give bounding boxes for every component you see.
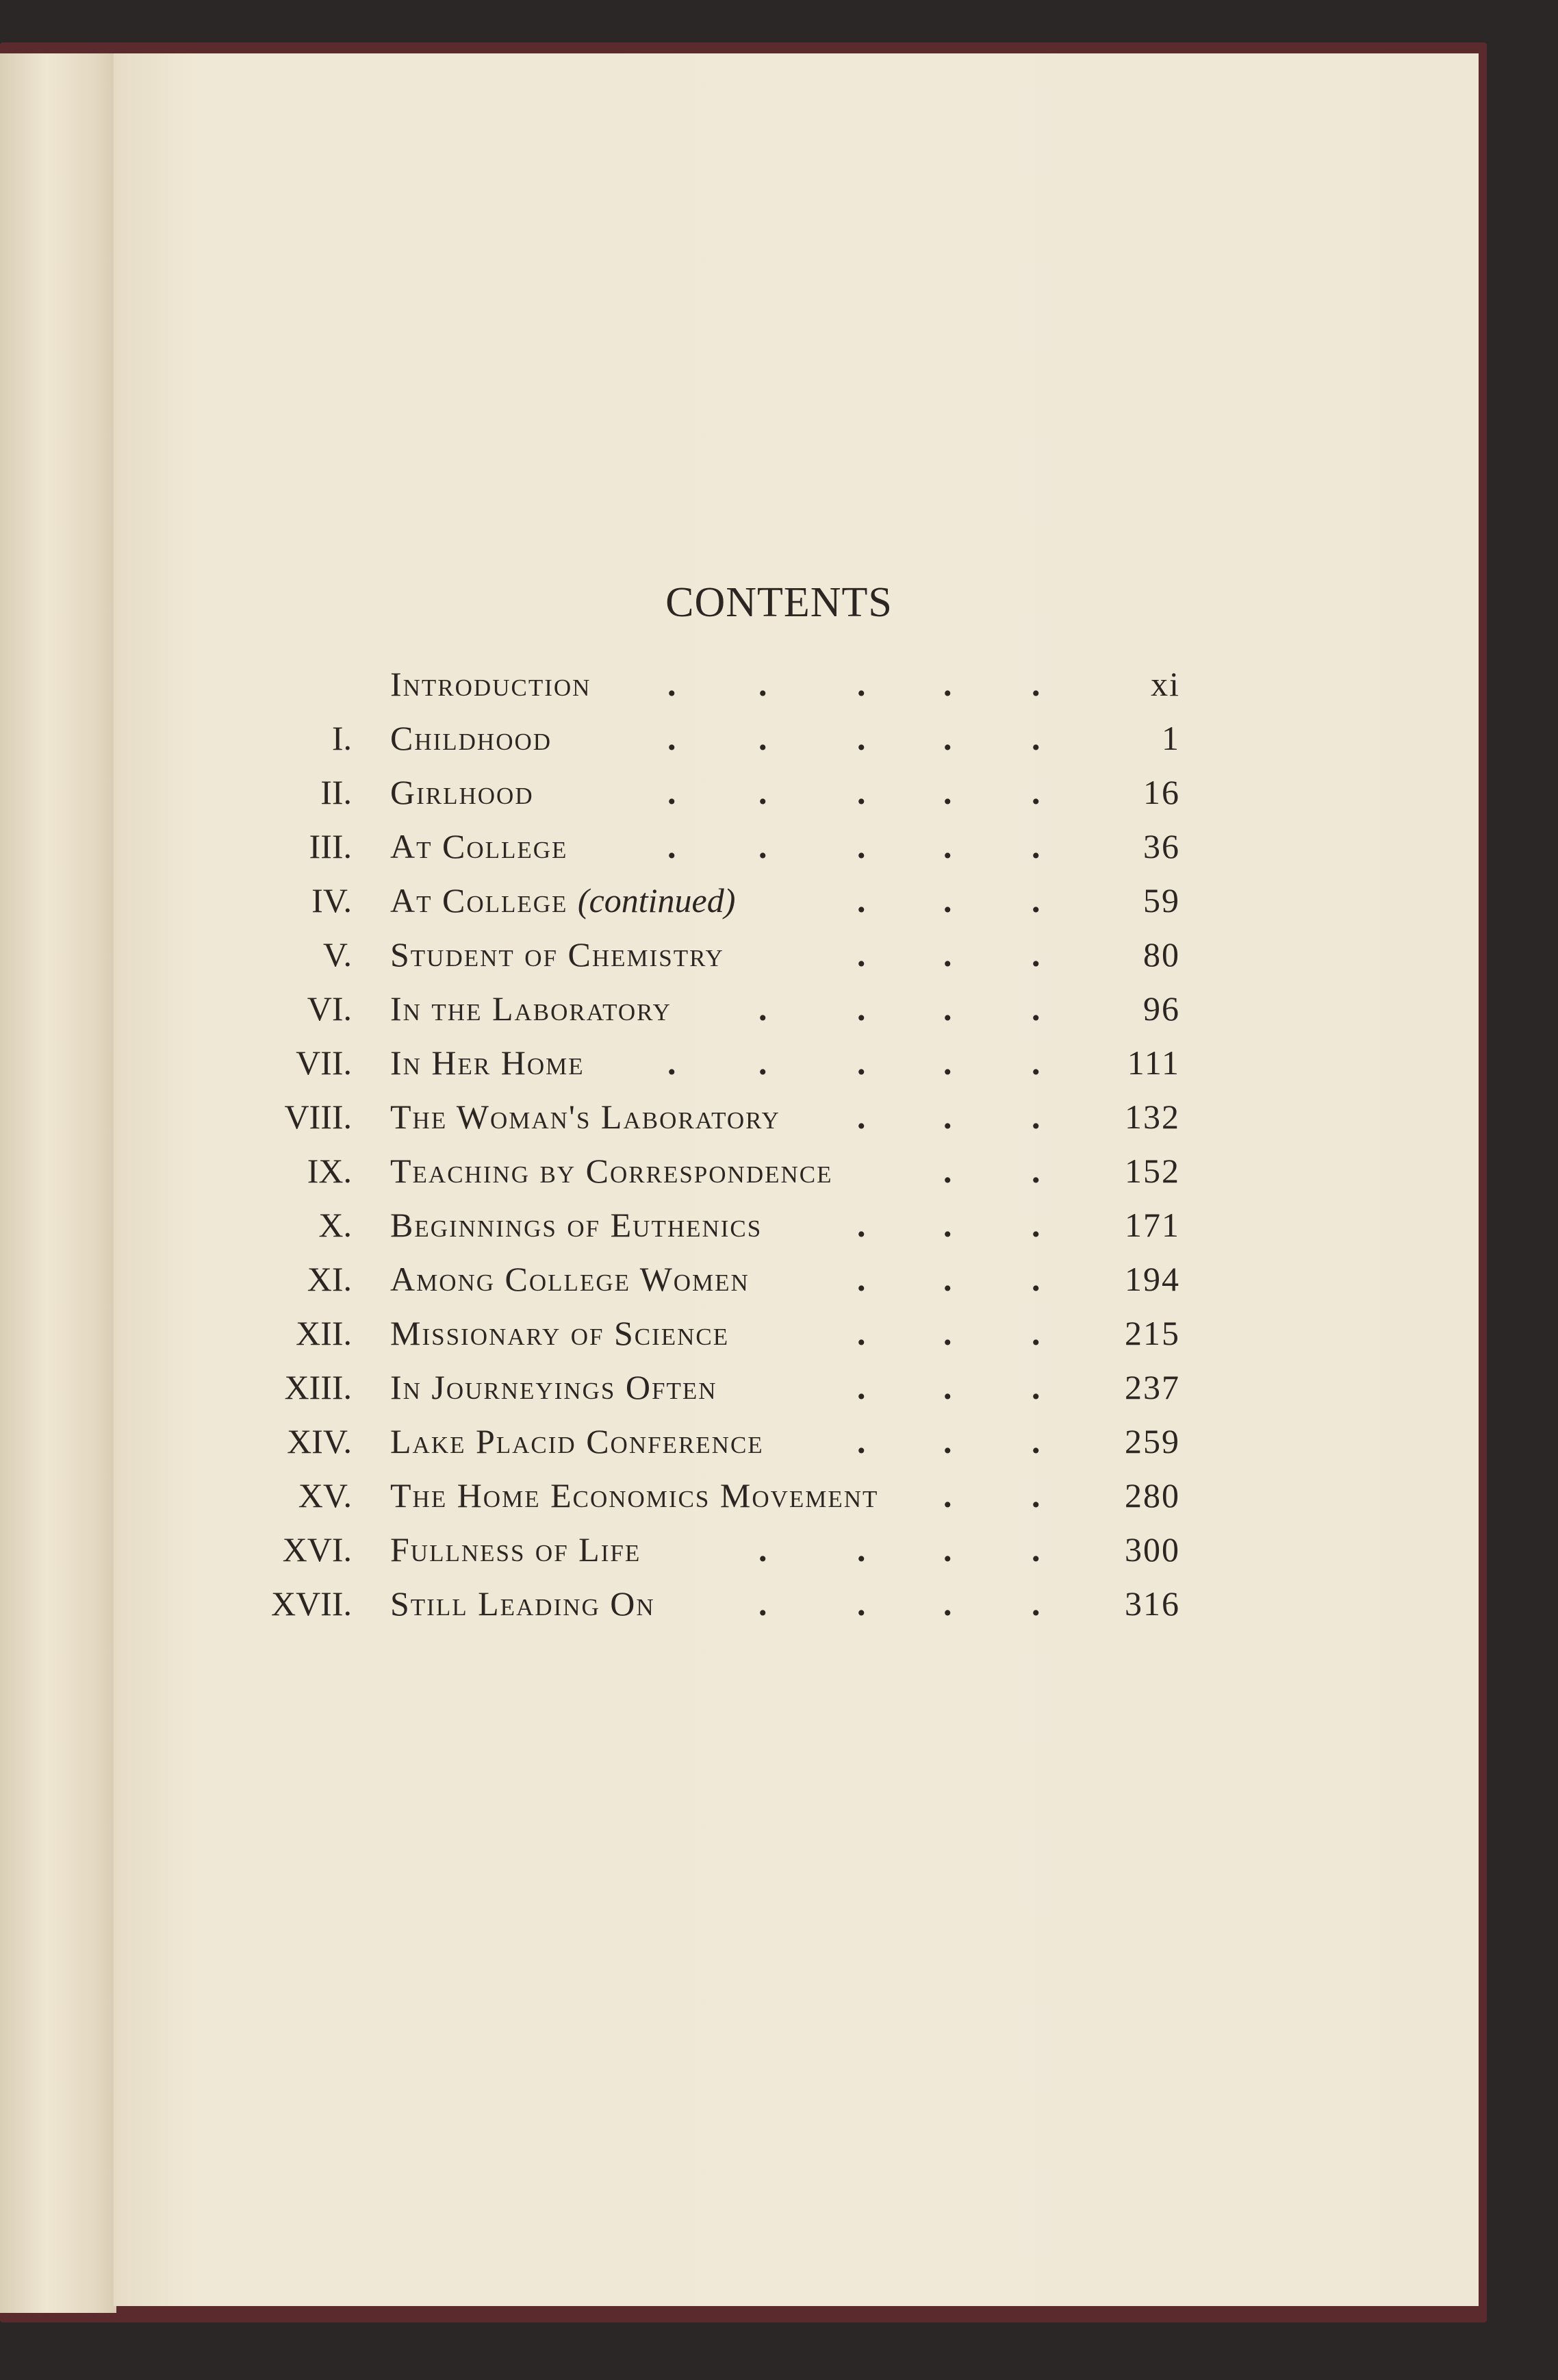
dot-leader: . — [857, 827, 866, 865]
dot-leader: . — [667, 665, 676, 703]
dot-leader: . — [1032, 1314, 1040, 1352]
chapter-title-text: Childhood — [390, 719, 552, 757]
dot-leader: . — [1032, 1422, 1040, 1460]
dot-leader: . — [857, 1314, 866, 1352]
chapter-title — [390, 1367, 717, 1407]
dot-leader: . — [857, 1530, 866, 1569]
dot-leader: . — [857, 935, 866, 974]
toc-entry — [0, 772, 1558, 826]
chapter-numeral: XIV. — [287, 1422, 352, 1460]
dot-leader: . — [943, 935, 952, 974]
page-number: 259 — [1125, 1422, 1180, 1460]
page-number: 1 — [1162, 719, 1180, 757]
dot-leader: . — [943, 989, 952, 1028]
dot-leader: . — [943, 1476, 952, 1515]
dot-leader: . — [758, 827, 767, 865]
dot-leader: . — [667, 1043, 676, 1082]
dot-leader: . — [758, 719, 767, 757]
dot-leader: . — [1032, 1368, 1040, 1406]
chapter-title-text: Still Leading On — [390, 1584, 655, 1623]
dot-leader: . — [943, 881, 952, 920]
toc-entry — [0, 1367, 1558, 1421]
chapter-title — [390, 664, 591, 704]
chapter-numeral: XI. — [307, 1260, 352, 1298]
chapter-title — [390, 989, 672, 1028]
chapter-numeral: X. — [318, 1206, 352, 1244]
dot-leader: . — [943, 1260, 952, 1298]
chapter-title-text: Girlhood — [390, 773, 534, 811]
dot-leader: . — [943, 773, 952, 811]
page-number: 80 — [1143, 935, 1180, 974]
page-number: 132 — [1125, 1098, 1180, 1136]
chapter-title-text: In Her Home — [390, 1043, 585, 1082]
chapter-numeral: XIII. — [284, 1368, 352, 1406]
chapter-numeral: II. — [320, 773, 352, 811]
dot-leader: . — [857, 1260, 866, 1298]
chapter-numeral: IX. — [307, 1152, 352, 1190]
dot-leader: . — [758, 773, 767, 811]
chapter-title-text: Teaching by Correspondence — [390, 1152, 833, 1190]
dot-leader: . — [857, 989, 866, 1028]
chapter-title-text: Fullness of Life — [390, 1530, 641, 1569]
chapter-title — [390, 1205, 762, 1245]
toc-entry — [0, 1043, 1558, 1097]
page-number: 194 — [1125, 1260, 1180, 1298]
dot-leader: . — [943, 1152, 952, 1190]
chapter-title — [390, 772, 534, 812]
dot-leader: . — [1032, 1260, 1040, 1298]
toc-entry — [0, 1530, 1558, 1584]
toc-entry — [0, 664, 1558, 718]
chapter-title-text: At College — [390, 881, 568, 920]
page-number: 215 — [1125, 1314, 1180, 1352]
chapter-title-text: Among College Women — [390, 1260, 750, 1298]
page-title: CONTENTS — [665, 579, 893, 626]
page-number: 152 — [1125, 1152, 1180, 1190]
toc-entry — [0, 1313, 1558, 1367]
chapter-title — [390, 1476, 878, 1515]
toc-entry — [0, 1151, 1558, 1205]
toc-entry — [0, 1584, 1558, 1638]
dot-leader: . — [1032, 1152, 1040, 1190]
dot-leader: . — [943, 827, 952, 865]
chapter-title — [390, 1421, 764, 1461]
chapter-numeral: VII. — [296, 1043, 352, 1082]
dot-leader: . — [943, 665, 952, 703]
chapter-title-text: Missionary of Science — [390, 1314, 730, 1352]
dot-leader: . — [857, 1098, 866, 1136]
toc-entry — [0, 989, 1558, 1043]
dot-leader: . — [857, 1043, 866, 1082]
chapter-title-text: The Woman's Laboratory — [390, 1098, 780, 1136]
chapter-title — [390, 826, 567, 866]
toc-entry — [0, 1476, 1558, 1530]
dot-leader: . — [758, 1043, 767, 1082]
dot-leader: . — [1032, 827, 1040, 865]
dot-leader: . — [943, 1314, 952, 1352]
chapter-title-text: Introduction — [390, 665, 591, 703]
chapter-title-text: At College — [390, 827, 568, 865]
dot-leader: . — [943, 1206, 952, 1244]
dot-leader: . — [1032, 1043, 1040, 1082]
dot-leader: . — [857, 773, 866, 811]
page-number: 59 — [1143, 881, 1180, 920]
chapter-title-text: Lake Placid Conference — [390, 1422, 764, 1460]
page-number: 300 — [1125, 1530, 1180, 1569]
dot-leader: . — [1032, 1530, 1040, 1569]
chapter-title — [390, 935, 724, 974]
dot-leader: . — [1032, 881, 1040, 920]
dot-leader: . — [857, 665, 866, 703]
page-number: 36 — [1143, 827, 1180, 865]
chapter-title-text: Beginnings of Euthenics — [390, 1206, 763, 1244]
dot-leader: . — [943, 1098, 952, 1136]
chapter-title-italic: (continued) — [577, 881, 736, 920]
dot-leader: . — [758, 665, 767, 703]
toc-entry — [0, 935, 1558, 989]
chapter-title — [390, 1313, 729, 1353]
chapter-numeral: XVI. — [282, 1530, 352, 1569]
page-number: 316 — [1125, 1584, 1180, 1623]
dot-leader: . — [667, 719, 676, 757]
page-number: 280 — [1125, 1476, 1180, 1515]
page-number: 237 — [1125, 1368, 1180, 1406]
dot-leader: . — [758, 1584, 767, 1623]
chapter-title — [390, 1530, 641, 1569]
page-number: 96 — [1143, 989, 1180, 1028]
dot-leader: . — [1032, 1584, 1040, 1623]
dot-leader: . — [758, 1530, 767, 1569]
chapter-numeral: V. — [322, 935, 352, 974]
chapter-title — [390, 1043, 585, 1083]
toc-entry — [0, 1259, 1558, 1313]
dot-leader: . — [943, 719, 952, 757]
page-number: 111 — [1127, 1043, 1180, 1082]
chapter-numeral: XV. — [298, 1476, 352, 1515]
toc-entry — [0, 1205, 1558, 1259]
dot-leader: . — [1032, 935, 1040, 974]
dot-leader: . — [943, 1043, 952, 1082]
chapter-title — [390, 718, 552, 758]
page-number: xi — [1151, 665, 1180, 703]
dot-leader: . — [1032, 989, 1040, 1028]
chapter-title-text: In the Laboratory — [390, 989, 672, 1028]
dot-leader: . — [667, 827, 676, 865]
dot-leader: . — [857, 881, 866, 920]
dot-leader: . — [1032, 773, 1040, 811]
chapter-title-text: The Home Economics Movement — [390, 1476, 879, 1515]
chapter-numeral: XII. — [296, 1314, 352, 1352]
dot-leader: . — [1032, 1098, 1040, 1136]
chapter-title-text: In Journeyings Often — [390, 1368, 717, 1406]
toc-entry — [0, 826, 1558, 881]
dot-leader: . — [758, 989, 767, 1028]
dot-leader: . — [943, 1368, 952, 1406]
dot-leader: . — [943, 1584, 952, 1623]
chapter-numeral: IV. — [311, 881, 352, 920]
dot-leader: . — [1032, 719, 1040, 757]
chapter-title — [390, 1097, 780, 1137]
chapter-numeral: III. — [309, 827, 352, 865]
page-number: 16 — [1143, 773, 1180, 811]
toc-entry — [0, 1421, 1558, 1476]
chapter-numeral: XVII. — [270, 1584, 352, 1623]
chapter-title-text: Student of Chemistry — [390, 935, 724, 974]
dot-leader: . — [857, 1368, 866, 1406]
dot-leader: . — [857, 1206, 866, 1244]
chapter-numeral: VIII. — [284, 1098, 352, 1136]
dot-leader: . — [667, 773, 676, 811]
chapter-numeral: I. — [331, 719, 352, 757]
dot-leader: . — [857, 1422, 866, 1460]
toc-entry — [0, 1097, 1558, 1151]
dot-leader: . — [943, 1530, 952, 1569]
page-number: 171 — [1125, 1206, 1180, 1244]
toc-entry — [0, 718, 1558, 772]
chapter-title — [390, 1259, 750, 1299]
chapter-title — [390, 1151, 832, 1191]
dot-leader: . — [857, 1584, 866, 1623]
dot-leader: . — [943, 1422, 952, 1460]
toc-entry — [0, 881, 1558, 935]
dot-leader: . — [857, 719, 866, 757]
chapter-title — [390, 1584, 655, 1623]
chapter-numeral: VI. — [307, 989, 352, 1028]
chapter-title — [390, 881, 735, 920]
dot-leader: . — [1032, 1476, 1040, 1515]
dot-leader: . — [1032, 1206, 1040, 1244]
dot-leader: . — [1032, 665, 1040, 703]
